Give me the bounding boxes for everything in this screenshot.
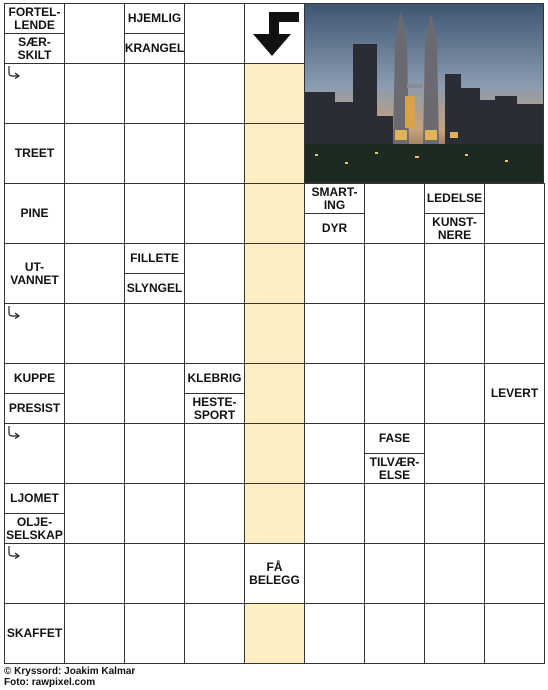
answer-cell[interactable]: [124, 303, 185, 364]
answer-cell[interactable]: [64, 243, 125, 304]
answer-cell[interactable]: [64, 483, 125, 544]
answer-cell[interactable]: [184, 543, 245, 604]
answer-cell[interactable]: [184, 183, 245, 244]
answer-cell[interactable]: [184, 483, 245, 544]
answer-cell[interactable]: [364, 363, 425, 424]
answer-cell[interactable]: [244, 183, 305, 244]
clue-klebrig: KLEBRIG: [187, 371, 242, 385]
clue-hestesport: HESTE- SPORT: [192, 394, 237, 422]
answer-cell[interactable]: [364, 243, 425, 304]
answer-cell[interactable]: [244, 483, 305, 544]
clue-hjemlig: HJEMLIG: [127, 11, 182, 25]
answer-cell[interactable]: [64, 3, 125, 64]
answer-cell[interactable]: [64, 543, 125, 604]
clue-tilvaerelse: TILVÆR- ELSE: [369, 454, 420, 482]
answer-cell[interactable]: [124, 183, 185, 244]
clue-faa-belegg: FÅ BELEGG: [249, 559, 300, 587]
answer-cell[interactable]: [64, 363, 125, 424]
answer-cell[interactable]: [484, 243, 545, 304]
clue-skaffet: SKAFFET: [6, 626, 63, 640]
solution-arrow-cell: [244, 3, 305, 64]
answer-cell[interactable]: [244, 423, 305, 484]
answer-cell[interactable]: [424, 423, 485, 484]
answer-cell[interactable]: [64, 423, 125, 484]
answer-cell[interactable]: [364, 483, 425, 544]
answer-cell[interactable]: [304, 303, 365, 364]
answer-cell[interactable]: [484, 423, 545, 484]
clue-ljomet: LJOMET: [10, 491, 59, 505]
answer-cell[interactable]: [124, 123, 185, 184]
solution-down-arrow-icon: [245, 4, 305, 64]
answer-cell[interactable]: [364, 543, 425, 604]
clue-dyr: DYR: [321, 221, 348, 235]
clue-pine: PINE: [20, 206, 49, 220]
answer-cell[interactable]: [64, 603, 125, 664]
clue-fortellende: FORTEL- LENDE: [8, 4, 61, 32]
answer-cell[interactable]: [64, 123, 125, 184]
credits: [4, 666, 135, 688]
arrow-down-right-icon: [7, 305, 21, 319]
city-skyline-photo: [304, 3, 544, 183]
clue-smarting: SMART- ING: [311, 184, 358, 212]
clue-treet: TREET: [14, 146, 55, 160]
answer-cell[interactable]: [124, 603, 185, 664]
clue-presist: PRESIST: [8, 401, 61, 415]
arrow-down-right-icon: [7, 545, 21, 559]
answer-cell[interactable]: [244, 243, 305, 304]
clue-fillete: FILLETE: [130, 251, 179, 265]
answer-cell[interactable]: [424, 543, 485, 604]
clue-slyngel: SLYNGEL: [126, 281, 183, 295]
answer-cell[interactable]: [484, 603, 545, 664]
answer-cell[interactable]: [244, 363, 305, 424]
answer-cell[interactable]: [184, 423, 245, 484]
answer-cell[interactable]: [124, 63, 185, 124]
answer-cell[interactable]: [244, 303, 305, 364]
answer-cell[interactable]: [184, 603, 245, 664]
answer-cell[interactable]: [484, 543, 545, 604]
answer-cell[interactable]: [64, 303, 125, 364]
answer-cell[interactable]: [424, 483, 485, 544]
answer-cell[interactable]: [484, 183, 545, 244]
clue-fase: FASE: [378, 431, 411, 445]
clue-oljeselskap: OLJE- SELSKAP: [6, 514, 63, 542]
clue-utvannet: UT- VANNET: [10, 259, 59, 287]
answer-cell[interactable]: [64, 63, 125, 124]
clue-kuppe: KUPPE: [13, 371, 56, 385]
answer-cell[interactable]: [304, 423, 365, 484]
answer-cell[interactable]: [304, 603, 365, 664]
answer-cell[interactable]: [184, 123, 245, 184]
clue-ledelse: LEDELSE: [426, 191, 483, 205]
answer-cell[interactable]: [244, 123, 305, 184]
answer-cell[interactable]: [124, 423, 185, 484]
answer-cell[interactable]: [244, 63, 305, 124]
clue-kunstnere: KUNST- NERE: [432, 214, 477, 242]
answer-cell[interactable]: [424, 603, 485, 664]
answer-cell[interactable]: [124, 483, 185, 544]
clue-krangel: KRANGEL: [124, 41, 185, 55]
answer-cell[interactable]: [364, 603, 425, 664]
answer-cell[interactable]: [64, 183, 125, 244]
answer-cell[interactable]: [124, 543, 185, 604]
answer-cell[interactable]: [244, 603, 305, 664]
answer-cell[interactable]: [484, 303, 545, 364]
answer-cell[interactable]: [424, 363, 485, 424]
arrow-down-right-icon: [7, 65, 21, 79]
answer-cell[interactable]: [304, 363, 365, 424]
crossword-credit: © Kryssord: Joakim Kalmar: [4, 666, 136, 677]
answer-cell[interactable]: [124, 363, 185, 424]
photo-credit: Foto: rawpixel.com: [4, 677, 96, 688]
skyline-image: [305, 4, 544, 183]
answer-cell[interactable]: [184, 303, 245, 364]
answer-cell[interactable]: [184, 3, 245, 64]
answer-cell[interactable]: [364, 303, 425, 364]
answer-cell[interactable]: [424, 303, 485, 364]
clue-saerskilt: SÆR- SKILT: [17, 34, 52, 62]
answer-cell[interactable]: [184, 63, 245, 124]
answer-cell[interactable]: [184, 243, 245, 304]
arrow-down-right-icon: [7, 425, 21, 439]
answer-cell[interactable]: [364, 183, 425, 244]
answer-cell[interactable]: [424, 243, 485, 304]
answer-cell[interactable]: [304, 483, 365, 544]
answer-cell[interactable]: [304, 543, 365, 604]
answer-cell[interactable]: [304, 243, 365, 304]
answer-cell[interactable]: [484, 483, 545, 544]
clue-levert: LEVERT: [490, 386, 539, 400]
